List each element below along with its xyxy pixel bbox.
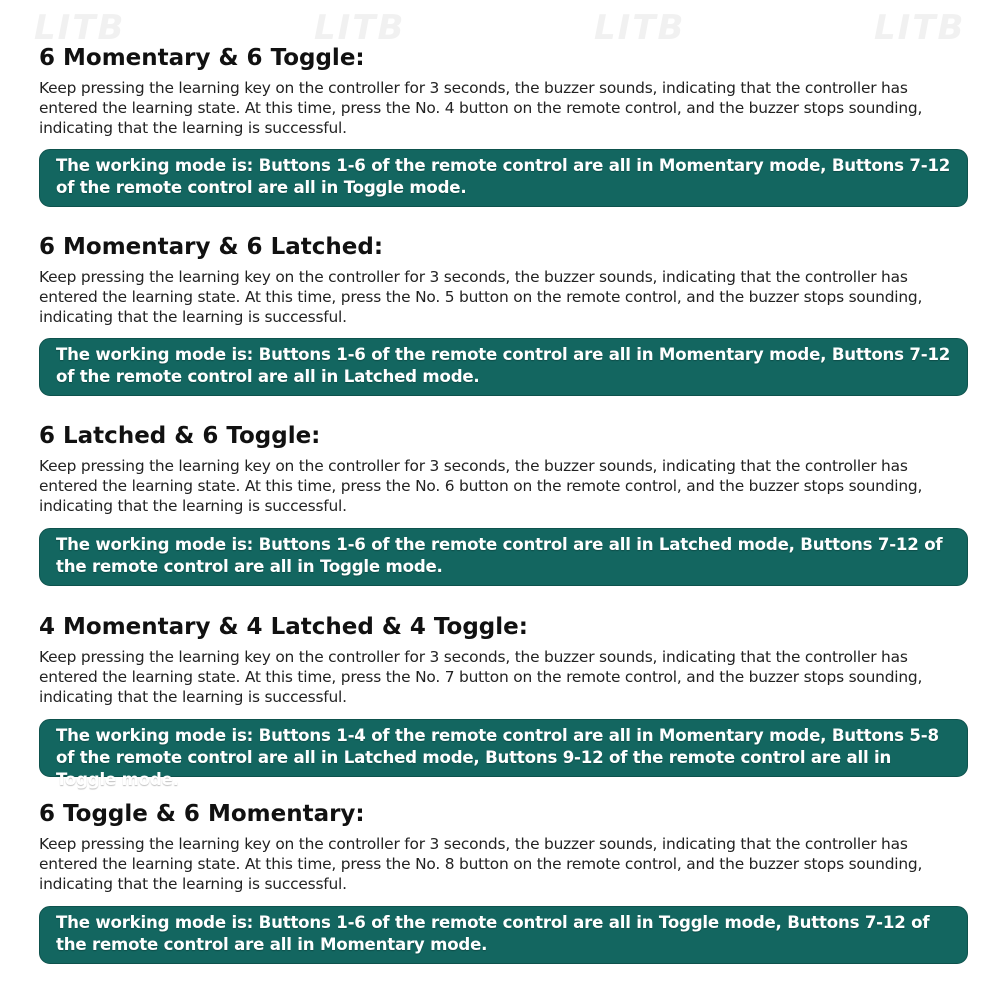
section-description: Keep pressing the learning key on the controller for 3 seconds, the buzzer sounds, indicating that the controller has entered the learning state. At this time, press the No. 6 button on the remote control, and the buzzer stops sounding, indicating that the learning is successful. xyxy=(39,457,923,515)
section-mode-5 xyxy=(39,232,968,386)
section-title: 6 Momentary & 6 Toggle: xyxy=(39,45,365,71)
watermark-logo: LITB xyxy=(594,8,686,48)
working-mode-box: The working mode is: Buttons 1-4 of the remote control are all in Momentary mode, Buttons 5-8 of the remote control are all in Latched mode, Buttons 9-12 of the remote control are all in Toggle mode. xyxy=(39,719,968,777)
section-description: Keep pressing the learning key on the controller for 3 seconds, the buzzer sounds, indicating that the controller has entered the learning state. At this time, press the No. 5 button on the remote control, and the buzzer stops sounding, indicating that the learning is successful. xyxy=(39,268,923,326)
section-title: 4 Momentary & 4 Latched & 4 Toggle: xyxy=(39,614,528,640)
section-mode-8 xyxy=(39,799,968,954)
section-mode-6 xyxy=(39,421,968,576)
section-mode-7 xyxy=(39,612,968,789)
watermark-logo: LITB xyxy=(874,8,966,48)
working-mode-box: The working mode is: Buttons 1-6 of the remote control are all in Momentary mode, Buttons 7-12 of the remote control are all in Latched mode. xyxy=(39,338,968,396)
section-title: 6 Latched & 6 Toggle: xyxy=(39,423,321,449)
watermark-logo: LITB xyxy=(34,8,126,48)
working-mode-box: The working mode is: Buttons 1-6 of the remote control are all in Toggle mode, Buttons 7-12 of the remote control are all in Momentary mode. xyxy=(39,906,968,964)
section-title: 6 Momentary & 6 Latched: xyxy=(39,234,384,260)
section-description: Keep pressing the learning key on the controller for 3 seconds, the buzzer sounds, indicating that the controller has entered the learning state. At this time, press the No. 7 button on the remote control, and the buzzer stops sounding, indicating that the learning is successful. xyxy=(39,648,923,706)
section-description: Keep pressing the learning key on the controller for 3 seconds, the buzzer sounds, indicating that the controller has entered the learning state. At this time, press the No. 4 button on the remote control, and the buzzer stops sounding, indicating that the learning is successful. xyxy=(39,79,923,137)
section-description: Keep pressing the learning key on the controller for 3 seconds, the buzzer sounds, indicating that the controller has entered the learning state. At this time, press the No. 8 button on the remote control, and the buzzer stops sounding, indicating that the learning is successful. xyxy=(39,835,923,893)
working-mode-box: The working mode is: Buttons 1-6 of the remote control are all in Momentary mode, Buttons 7-12 of the remote control are all in Toggle mode. xyxy=(39,149,968,207)
watermark-logo: LITB xyxy=(314,8,406,48)
working-mode-box: The working mode is: Buttons 1-6 of the remote control are all in Latched mode, Buttons 7-12 of the remote control are all in Toggle mode. xyxy=(39,528,968,586)
section-title: 6 Toggle & 6 Momentary: xyxy=(39,801,365,827)
section-mode-4 xyxy=(39,43,968,197)
